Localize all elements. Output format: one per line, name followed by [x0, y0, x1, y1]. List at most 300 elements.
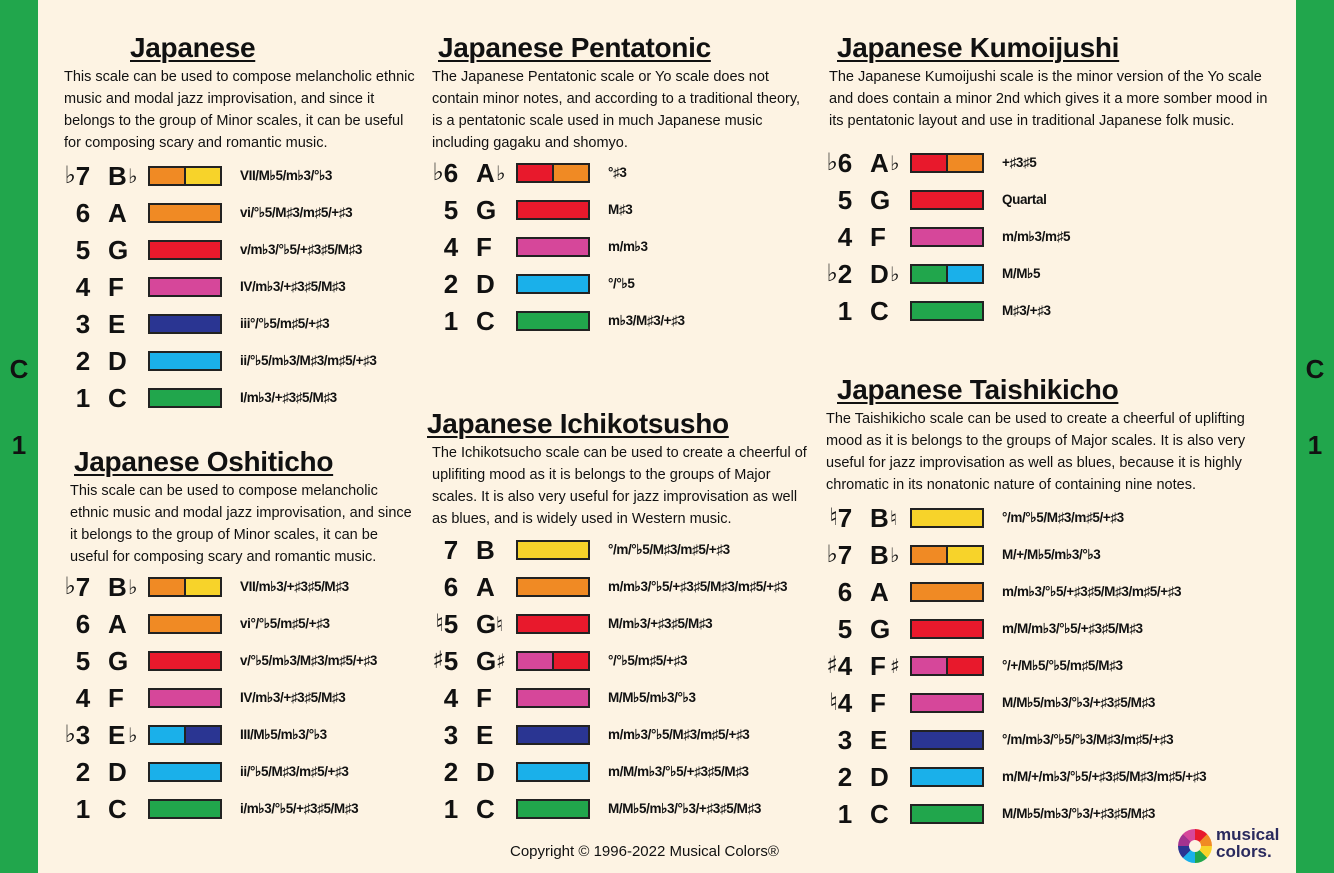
degree-number: 3	[75, 720, 91, 750]
chord-list: M♯3	[608, 202, 633, 217]
color-segment	[912, 769, 982, 785]
chord-list: M♯3/+♯3	[1002, 303, 1051, 318]
degree-number: 4	[443, 683, 459, 713]
scale-row	[818, 293, 1278, 330]
note-color-bar	[516, 163, 590, 183]
note-color-bar	[516, 237, 590, 257]
scale-row	[56, 643, 416, 680]
degree-number: 5	[443, 195, 459, 225]
degree-accidental: ♮	[829, 503, 838, 531]
note-name: D	[108, 757, 127, 787]
scale-row	[818, 219, 1278, 256]
scale-row	[424, 266, 814, 303]
scale-row	[56, 380, 416, 417]
color-segment	[150, 616, 220, 632]
note-name: G	[108, 646, 129, 676]
note-name: B	[476, 535, 495, 565]
degree-number: 4	[75, 683, 91, 713]
scale-row	[424, 643, 814, 680]
degree-number: 4	[443, 232, 459, 262]
chord-list: M/M♭5/m♭3/°♭3/+♯3♯5/M♯3	[1002, 695, 1155, 710]
chord-list: m/m♭3/m♯5	[1002, 229, 1071, 244]
note-name: E	[108, 309, 126, 339]
note-name: B	[108, 161, 127, 191]
section-title: Japanese Ichikotsusho	[427, 408, 729, 439]
degree-number: 5	[443, 609, 459, 639]
scale-row	[424, 680, 814, 717]
scale-row	[56, 306, 416, 343]
note-name: D	[108, 346, 127, 376]
note-color-bar	[148, 166, 222, 186]
chord-list: °/°♭5	[608, 276, 635, 291]
note-color-bar	[148, 799, 222, 819]
scale-row	[424, 532, 814, 569]
note-name: E	[108, 720, 126, 750]
scale-row	[56, 717, 416, 754]
section-description: The Japanese Kumoijushi scale is the minor version of the Yo scale and does contain a minor 2nd which gives it a more somber mood in its pentatonic layout and use in traditional Japanese folk music.	[829, 69, 1268, 129]
degree-number: 2	[837, 762, 853, 792]
scale-row	[818, 182, 1278, 219]
section-description: This scale can be used to compose melancholic ethnic music and modal jazz improvisation, and since it belongs to the group of Minor scales, it can be useful for composing scary and romantic music.	[64, 69, 415, 151]
chord-list: m/M/m♭3/°♭5/+♯3♯5/M♯3	[1002, 621, 1143, 636]
degree-number: 6	[837, 148, 853, 178]
scale-row	[818, 256, 1278, 293]
note-name: C	[476, 306, 495, 336]
chord-list: m♭3/M♯3/+♯3	[608, 313, 685, 328]
note-name: F	[476, 683, 492, 713]
note-name: D	[476, 757, 495, 787]
color-segment	[552, 653, 588, 669]
right-key-letter: C	[1305, 354, 1325, 384]
degree-accidental: ♭	[432, 158, 444, 186]
note-color-bar	[910, 619, 984, 639]
chord-list: Quartal	[1002, 192, 1047, 207]
section-title: Japanese Kumoijushi	[837, 32, 1120, 63]
note-color-bar	[910, 301, 984, 321]
scale-row	[424, 192, 814, 229]
color-segment	[150, 279, 220, 295]
logo-line-1: musical	[1216, 825, 1280, 844]
note-accidental: ♭	[890, 262, 900, 286]
note-name: C	[870, 296, 889, 326]
chord-list: vi/°♭5/M♯3/m♯5/+♯3	[240, 205, 353, 220]
degree-number: 5	[837, 614, 853, 644]
color-segment	[946, 155, 982, 171]
chord-list: M/M♭5/m♭3/°♭3/+♯3♯5/M♯3	[608, 801, 761, 816]
color-segment	[518, 579, 588, 595]
degree-number: 6	[443, 158, 459, 188]
color-segment	[946, 266, 982, 282]
note-name: D	[870, 259, 889, 289]
note-accidental: ♯	[890, 654, 900, 678]
color-segment	[912, 547, 946, 563]
logo-line-2: colors.	[1216, 842, 1272, 861]
color-segment	[912, 192, 982, 208]
musical-colors-logo	[1178, 826, 1294, 866]
degree-number: 6	[75, 198, 91, 228]
note-color-bar	[148, 240, 222, 260]
note-name: C	[476, 794, 495, 824]
scale-rows	[56, 158, 416, 417]
chord-list: VII/m♭3/+♯3♯5/M♯3	[240, 579, 349, 594]
note-color-bar	[516, 577, 590, 597]
color-segment	[912, 621, 982, 637]
note-color-bar	[516, 799, 590, 819]
color-segment	[912, 266, 946, 282]
chord-list: m/M/+/m♭3/°♭5/+♯3♯5/M♯3/m♯5/+♯3	[1002, 769, 1207, 784]
degree-number: 4	[75, 272, 91, 302]
chord-list: M/M♭5/m♭3/°♭3	[608, 690, 696, 705]
color-segment	[150, 727, 184, 743]
color-segment	[150, 579, 184, 595]
note-color-bar	[910, 264, 984, 284]
section-oshiticho	[56, 446, 416, 828]
degree-number: 3	[443, 720, 459, 750]
note-name: A	[108, 609, 127, 639]
degree-number: 1	[443, 794, 459, 824]
degree-number: 2	[443, 757, 459, 787]
degree-number: 4	[837, 651, 853, 681]
degree-accidental: ♮	[829, 688, 838, 716]
degree-accidental: ♭	[64, 161, 76, 189]
note-name: G	[870, 185, 891, 215]
note-color-bar	[910, 767, 984, 787]
chord-list: IV/m♭3/+♯3♯5/M♯3	[240, 690, 346, 705]
note-name: D	[476, 269, 495, 299]
note-color-bar	[910, 730, 984, 750]
note-accidental: ♮	[496, 612, 504, 636]
note-color-bar	[516, 274, 590, 294]
color-segment	[150, 764, 220, 780]
chord-list: ii/°♭5/M♯3/m♯5/+♯3	[240, 764, 349, 779]
note-name: D	[870, 762, 889, 792]
chord-list: M/M♭5	[1002, 266, 1041, 281]
chord-list: °/°♭5/m♯5/+♯3	[608, 653, 688, 668]
color-wheel-center	[1189, 840, 1201, 852]
section-description: The Japanese Pentatonic scale or Yo scale does not contain minor notes, and according to a traditional theory, is a pentatonic scale used in much Japanese music including gagaku and shomyo.	[432, 69, 801, 151]
scale-row	[818, 145, 1278, 182]
chord-list: III/M♭5/m♭3/°♭3	[240, 727, 327, 742]
color-segment	[150, 316, 220, 332]
note-name: F	[476, 232, 492, 262]
chord-list: m/M/m♭3/°♭5/+♯3♯5/M♯3	[608, 764, 749, 779]
degree-number: 2	[443, 269, 459, 299]
scale-row	[818, 574, 1278, 611]
color-segment	[518, 276, 588, 292]
note-name: F	[870, 688, 886, 718]
chord-list: ii/°♭5/m♭3/M♯3/m♯5/+♯3	[240, 353, 377, 368]
color-segment	[150, 390, 220, 406]
color-segment	[518, 616, 588, 632]
color-segment	[150, 690, 220, 706]
degree-accidental: ♭	[64, 572, 76, 600]
note-color-bar	[148, 651, 222, 671]
note-name: G	[108, 235, 129, 265]
color-segment	[150, 801, 220, 817]
section-pentatonic	[424, 32, 814, 340]
chord-list: °/m/m♭3/°♭5/°♭3/M♯3/m♯5/+♯3	[1002, 732, 1174, 747]
color-segment	[912, 303, 982, 319]
degree-number: 1	[837, 799, 853, 829]
degree-number: 5	[75, 646, 91, 676]
color-segment	[946, 547, 982, 563]
color-segment	[518, 690, 588, 706]
note-name: G	[476, 609, 497, 639]
color-segment	[518, 165, 552, 181]
section-description: The Taishikicho scale can be used to create a cheerful of uplifting mood as it is belongs to the groups of Major scales. It is also very useful for jazz improvisation as well as blues, because it is highly chromatic in its nonatonic nature of containing nine notes.	[826, 411, 1246, 493]
chord-list: v/°♭5/m♭3/M♯3/m♯5/+♯3	[240, 653, 377, 668]
note-accidental: ♭	[128, 164, 138, 188]
note-name: A	[476, 572, 495, 602]
color-segment	[518, 542, 588, 558]
chord-list: °/+/M♭5/°♭5/m♯5/M♯3	[1002, 658, 1123, 673]
chord-list: iii°/°♭5/m♯5/+♯3	[240, 316, 330, 331]
scale-rows	[424, 532, 814, 828]
degree-accidental: ♭	[826, 259, 838, 287]
degree-number: 1	[837, 296, 853, 326]
scale-row	[818, 500, 1278, 537]
degree-number: 2	[75, 346, 91, 376]
color-segment	[518, 801, 588, 817]
degree-number: 6	[443, 572, 459, 602]
degree-accidental: ♯	[432, 646, 444, 674]
section-title: Japanese Pentatonic	[438, 32, 711, 63]
degree-number: 1	[75, 794, 91, 824]
degree-number: 7	[75, 572, 91, 602]
scale-row	[56, 606, 416, 643]
note-name: B	[870, 540, 889, 570]
section-kumoijushi	[818, 32, 1278, 330]
degree-number: 5	[75, 235, 91, 265]
degree-number: 1	[443, 306, 459, 336]
copyright-notice: Copyright © 1996-2022 Musical Colors®	[510, 843, 779, 860]
scale-row	[56, 158, 416, 195]
note-name: E	[870, 725, 888, 755]
degree-number: 7	[837, 540, 853, 570]
note-color-bar	[148, 762, 222, 782]
scale-row	[424, 791, 814, 828]
note-color-bar	[148, 277, 222, 297]
chord-list: vi°/°♭5/m♯5/+♯3	[240, 616, 330, 631]
note-name: G	[476, 646, 497, 676]
color-segment	[912, 155, 946, 171]
scale-rows	[818, 500, 1278, 833]
chord-list: M/m♭3/+♯3♯5/M♯3	[608, 616, 713, 631]
chord-list: M/+/M♭5/m♭3/°♭3	[1002, 547, 1101, 562]
color-segment	[912, 732, 982, 748]
chord-list: i/m♭3/°♭5/+♯3♯5/M♯3	[240, 801, 359, 816]
note-name: B	[108, 572, 127, 602]
note-color-bar	[148, 725, 222, 745]
chord-list: v/m♭3/°♭5/+♯3♯5/M♯3	[240, 242, 362, 257]
color-segment	[184, 168, 220, 184]
note-color-bar	[148, 351, 222, 371]
color-segment	[912, 584, 982, 600]
scale-row	[818, 537, 1278, 574]
note-color-bar	[910, 153, 984, 173]
degree-number: 7	[75, 161, 91, 191]
note-name: F	[870, 651, 886, 681]
note-name: C	[108, 794, 127, 824]
scale-row	[818, 611, 1278, 648]
note-color-bar	[910, 190, 984, 210]
color-segment	[552, 165, 588, 181]
scale-row	[424, 754, 814, 791]
scale-row	[424, 229, 814, 266]
note-color-bar	[148, 388, 222, 408]
note-name: C	[108, 383, 127, 413]
color-segment	[184, 727, 220, 743]
color-segment	[150, 353, 220, 369]
chord-list: m/m♭3	[608, 239, 648, 254]
scale-row	[818, 648, 1278, 685]
scale-row	[424, 606, 814, 643]
note-color-bar	[516, 762, 590, 782]
scale-row	[56, 680, 416, 717]
note-color-bar	[516, 651, 590, 671]
section-title: Japanese	[130, 32, 256, 63]
scale-rows	[56, 569, 416, 828]
color-segment	[150, 168, 184, 184]
note-color-bar	[516, 540, 590, 560]
note-name: A	[476, 158, 495, 188]
note-color-bar	[910, 227, 984, 247]
section-description: The Ichikotsucho scale can be used to create a cheerful of uplifiting mood as it is belongs to the groups of Major scales. It is also very useful for jazz improvisation as well as blues, and is widely used in Western music.	[432, 445, 807, 527]
note-name: C	[870, 799, 889, 829]
scale-rows	[424, 155, 814, 340]
section-taishikicho	[818, 374, 1278, 833]
color-segment	[150, 205, 220, 221]
degree-number: 6	[837, 577, 853, 607]
degree-accidental: ♭	[826, 148, 838, 176]
color-segment	[912, 806, 982, 822]
color-segment	[912, 658, 946, 674]
color-segment	[518, 313, 588, 329]
chord-list: I/m♭3/+♯3♯5/M♯3	[240, 390, 337, 405]
color-segment	[912, 695, 982, 711]
note-color-bar	[516, 200, 590, 220]
degree-number: 3	[837, 725, 853, 755]
note-name: A	[108, 198, 127, 228]
note-color-bar	[516, 688, 590, 708]
degree-number: 6	[75, 609, 91, 639]
degree-accidental: ♭	[826, 540, 838, 568]
scale-row	[424, 569, 814, 606]
note-accidental: ♭	[496, 161, 506, 185]
color-segment	[912, 510, 982, 526]
chord-list: m/m♭3/°♭5/+♯3♯5/M♯3/m♯5/+♯3	[1002, 584, 1182, 599]
scale-row	[424, 717, 814, 754]
note-color-bar	[148, 203, 222, 223]
left-key-number: 1	[11, 430, 27, 460]
section-japanese	[56, 32, 416, 417]
section-description: This scale can be used to compose melancholic ethnic music and modal jazz improvisation, and since it belongs to the group of Minor scales, it can be useful for composing scary and romantic music.	[70, 483, 412, 565]
note-accidental: ♭	[128, 723, 138, 747]
degree-number: 7	[837, 503, 853, 533]
color-segment	[184, 579, 220, 595]
scale-row	[56, 754, 416, 791]
color-segment	[518, 202, 588, 218]
note-name: G	[476, 195, 497, 225]
degree-number: 4	[837, 688, 853, 718]
note-accidental: ♭	[128, 575, 138, 599]
degree-number: 4	[837, 222, 853, 252]
degree-accidental: ♯	[826, 651, 838, 679]
degree-number: 5	[837, 185, 853, 215]
note-accidental: ♮	[890, 506, 898, 530]
note-color-bar	[910, 582, 984, 602]
scale-row	[424, 155, 814, 192]
degree-number: 2	[837, 259, 853, 289]
scale-rows	[818, 145, 1278, 330]
note-color-bar	[910, 508, 984, 528]
section-title: Japanese Taishikicho	[837, 374, 1119, 405]
chord-list: IV/m♭3/+♯3♯5/M♯3	[240, 279, 346, 294]
chord-list: m/m♭3/°♭5/M♯3/m♯5/+♯3	[608, 727, 750, 742]
note-color-bar	[910, 804, 984, 824]
color-segment	[518, 764, 588, 780]
degree-accidental: ♮	[435, 609, 444, 637]
color-segment	[946, 658, 982, 674]
note-color-bar	[910, 545, 984, 565]
scale-row	[424, 303, 814, 340]
note-name: A	[870, 148, 889, 178]
scale-row	[56, 269, 416, 306]
chord-list: °/m/°♭5/M♯3/m♯5/+♯3	[1002, 510, 1124, 525]
note-accidental: ♭	[890, 151, 900, 175]
note-color-bar	[516, 311, 590, 331]
note-color-bar	[148, 614, 222, 634]
chord-list: +♯3♯5	[1002, 155, 1037, 170]
scale-row	[56, 232, 416, 269]
scale-row	[818, 685, 1278, 722]
note-name: E	[476, 720, 494, 750]
left-key-letter: C	[9, 354, 29, 384]
degree-number: 1	[75, 383, 91, 413]
note-color-bar	[910, 656, 984, 676]
note-name: B	[870, 503, 889, 533]
note-color-bar	[910, 693, 984, 713]
note-name: F	[108, 683, 124, 713]
note-name: A	[870, 577, 889, 607]
scale-row	[56, 343, 416, 380]
color-segment	[518, 239, 588, 255]
chord-list: m/m♭3/°♭5/+♯3♯5/M♯3/m♯5/+♯3	[608, 579, 788, 594]
chord-list: M/M♭5/m♭3/°♭3/+♯3♯5/M♯3	[1002, 806, 1155, 821]
chord-list: °/m/°♭5/M♯3/m♯5/+♯3	[608, 542, 730, 557]
note-color-bar	[516, 614, 590, 634]
scale-row	[818, 722, 1278, 759]
right-key-number: 1	[1307, 430, 1323, 460]
scale-row	[56, 791, 416, 828]
note-name: F	[108, 272, 124, 302]
note-color-bar	[148, 577, 222, 597]
note-name: G	[870, 614, 891, 644]
note-accidental: ♭	[890, 543, 900, 567]
scale-row	[56, 569, 416, 606]
scale-row	[818, 759, 1278, 796]
logo-wordmark	[1216, 826, 1279, 860]
degree-number: 5	[443, 646, 459, 676]
color-segment	[150, 653, 220, 669]
chord-list: VII/M♭5/m♭3/°♭3	[240, 168, 333, 183]
section-title: Japanese Oshiticho	[74, 446, 334, 477]
note-color-bar	[148, 314, 222, 334]
note-name: F	[870, 222, 886, 252]
note-accidental: ♯	[496, 649, 506, 673]
degree-number: 7	[443, 535, 459, 565]
color-segment	[912, 229, 982, 245]
